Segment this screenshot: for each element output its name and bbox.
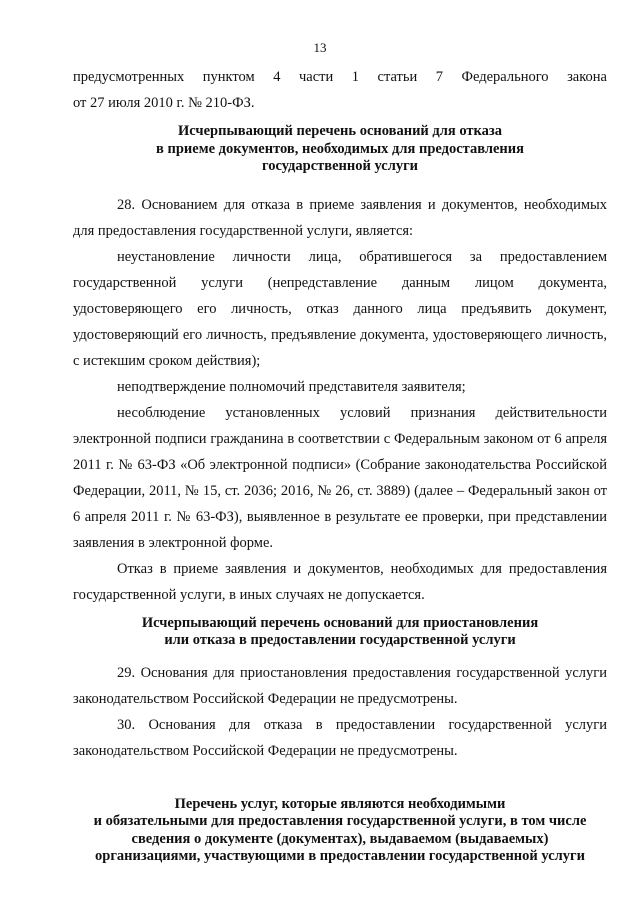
heading-line: в приеме документов, необходимых для предоставления [156, 140, 524, 157]
heading-line: сведения о документе (документах), выдаваемом (выдаваемых) [131, 830, 549, 847]
heading-line: или отказа в предоставлении государственной услуги [164, 632, 516, 648]
intro-line-1: предусмотренных пунктом 4 части 1 статьи 7 Федерального закона [73, 69, 607, 85]
heading-line: Исчерпывающий перечень оснований для отказа [178, 123, 502, 139]
section-heading-required-services [73, 796, 607, 866]
refusal-note: Отказ в приеме заявления и документов, необходимых для предоставления государственной услуги, в иных случаях не допускается. [73, 560, 607, 603]
section-heading-refusal-acceptance [73, 123, 607, 176]
heading-line: Перечень услуг, которые являются необходимыми [174, 795, 506, 812]
intro-line-2: от 27 июля 2010 г. № 210-ФЗ. [73, 95, 255, 111]
heading-line: организациями, участвующими в предоставлении государственной услуги [95, 848, 585, 864]
page-number: 13 [313, 40, 327, 55]
heading-line: и обязательными для предоставления государственной услуги, в том числе [93, 813, 587, 829]
paragraph-29: 29. Основания для приостановления предоставления государственной услуги законодательством Российской Федерации не предусмотрены. [73, 664, 607, 707]
list-item-authority: неподтверждение полномочий представителя заявителя; [117, 378, 466, 395]
section-heading-suspension [73, 615, 607, 650]
list-item-identity: неустановление личности лица, обратившегося за предоставлением государственной услуги (непредставление данным лицом документа, удостоверяющего его личность, отказ данного лица предъявить документ, удостоверяющий его личность, предъявление документа, удостоверяющего личность, с истекшим сроком действия); [73, 248, 607, 369]
document-body [73, 64, 607, 866]
heading-line: государственной услуги [261, 158, 419, 174]
paragraph-28: 28. Основанием для отказа в приеме заявления и документов, необходимых для предоставления государственной услуги, является: [73, 196, 607, 239]
paragraph-30: 30. Основания для отказа в предоставлении государственной услуги законодательством Российской Федерации не предусмотрены. [73, 716, 607, 759]
list-item-signature: несоблюдение установленных условий признания действительности электронной подписи гражданина в соответствии с Федеральным законом от 6 апреля 2011 г. № 63-ФЗ «Об электронной подписи» (Собрание законодательства Российской Федерации, 2011, № 15, ст. 2036; 2016, № 26, ст. 3889) (далее – Федеральный закон от 6 апреля 2011 г. № 63-ФЗ), выявленное в результате ее проверки, при представлении заявления в электронной форме. [73, 404, 607, 551]
heading-line: Исчерпывающий перечень оснований для приостановления [141, 614, 539, 631]
